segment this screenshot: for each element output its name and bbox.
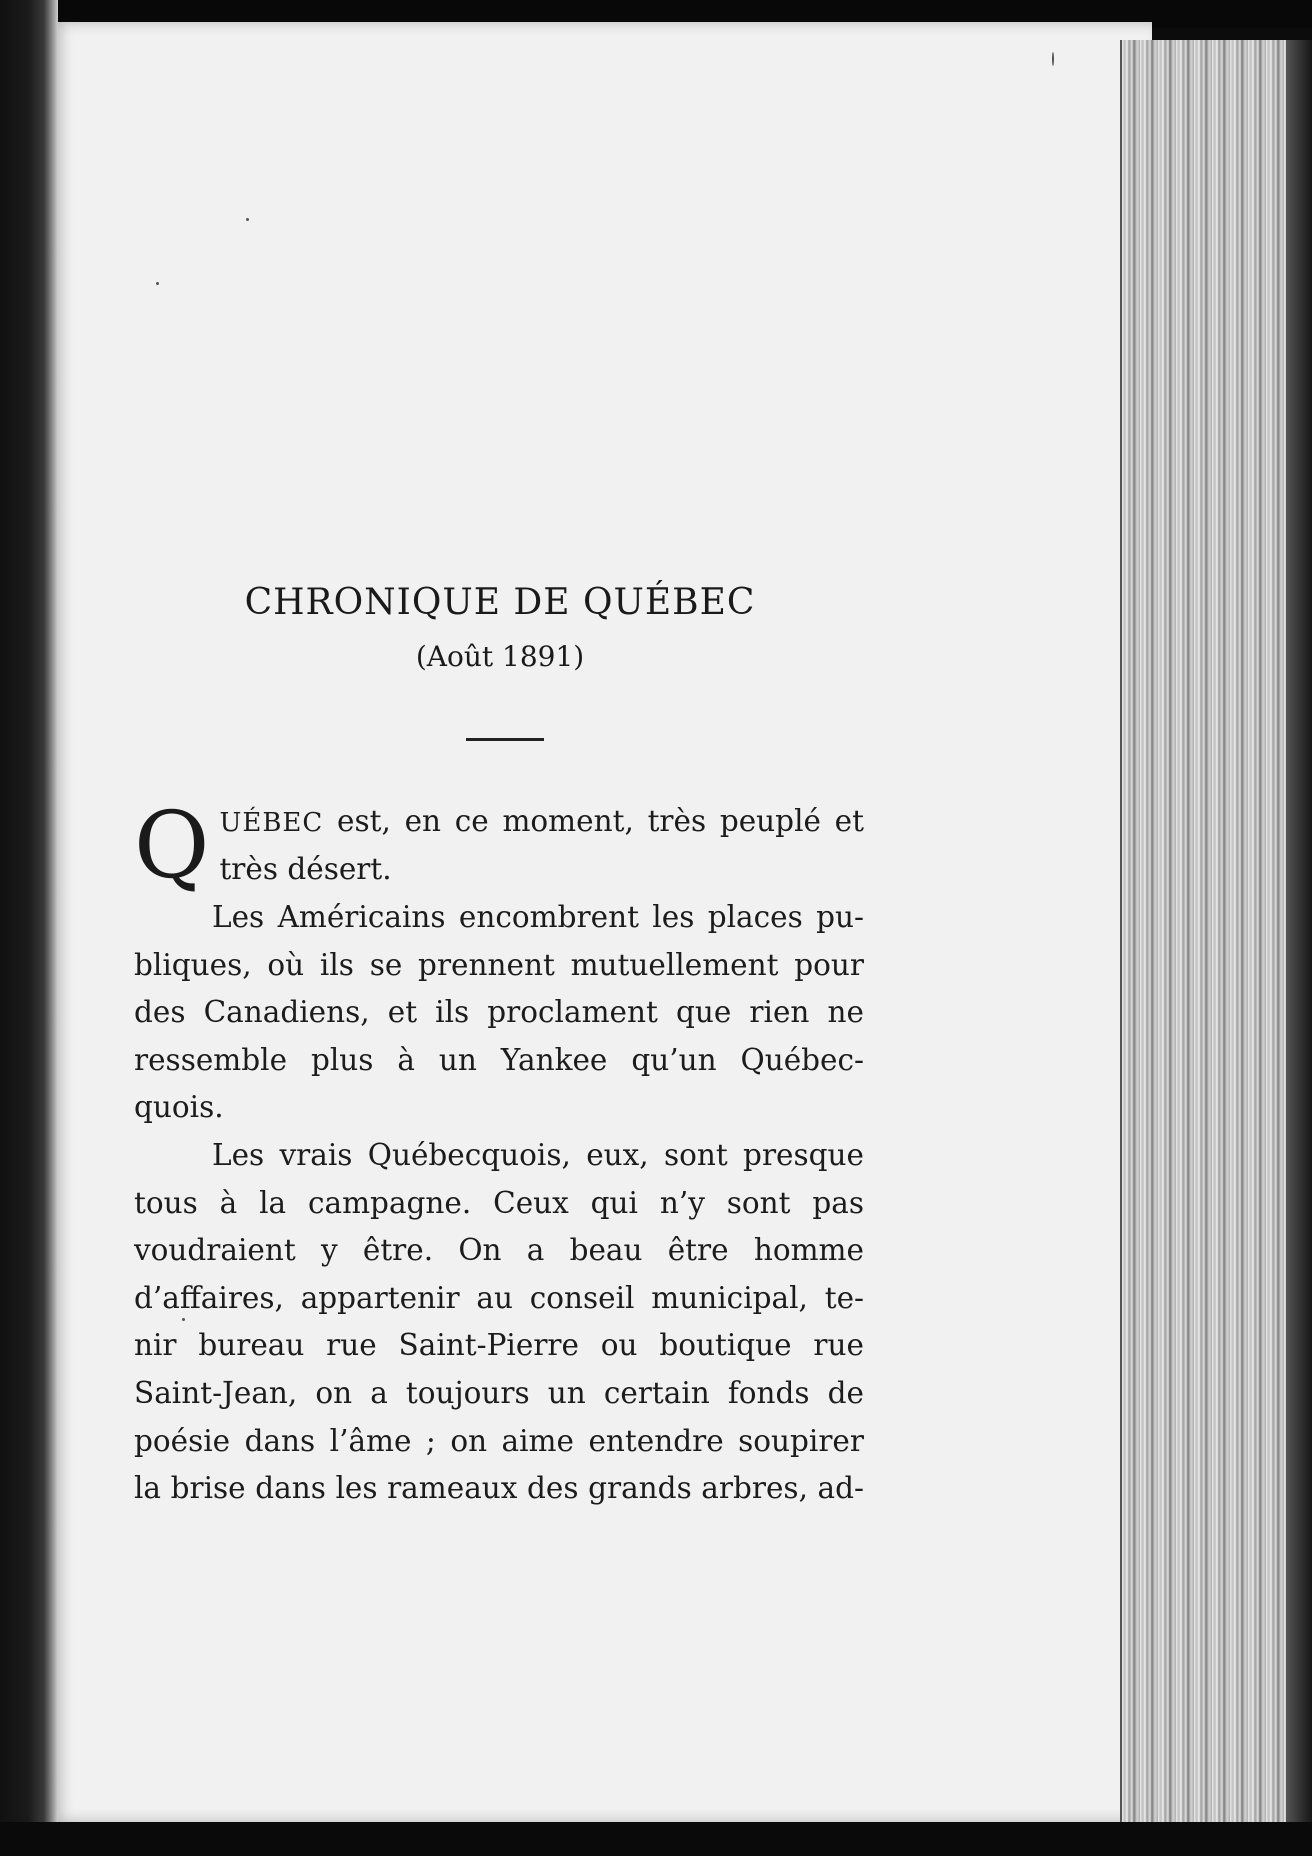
paragraph-1 [134, 798, 864, 894]
text-line: très désert. [219, 851, 392, 886]
text-line: ressemble plus à un Yankee qu’un Québec- [134, 1042, 864, 1077]
text-line: voudraient y être. On a beau être homme [134, 1233, 864, 1268]
paper-speck [1052, 52, 1054, 66]
drop-cap: Q [134, 798, 210, 894]
text-line: Les vrais Québecquois, eux, sont presque [212, 1137, 864, 1172]
text-line: bliques, où ils se prennent mutuellement pour [134, 947, 864, 982]
text-line: Saint-Jean, on a toujours un certain fonds de [134, 1375, 864, 1410]
page-block-edges [1120, 40, 1312, 1856]
text-line: d’affaires, appartenir au conseil municipal, te- [134, 1280, 864, 1315]
text-line: poésie dans l’âme ; on aime entendre soupirer [134, 1423, 864, 1458]
paper-speck [246, 218, 249, 221]
smallcaps-word: UÉBEC [219, 808, 324, 838]
text-line: nir bureau rue Saint-Pierre ou boutique rue [134, 1328, 864, 1363]
text-line: quois. [134, 1090, 224, 1125]
body-text [134, 798, 864, 1513]
binding-gutter [0, 0, 58, 1856]
paper-speck [156, 282, 159, 285]
text-line: des Canadiens, et ils proclament que rien ne [134, 995, 864, 1030]
text-line: Les Américains encombrent les places pu- [212, 900, 864, 934]
chapter-date: (Août 1891) [415, 640, 585, 673]
title-rule [466, 738, 544, 741]
text-line: tous à la campagne. Ceux qui n’y sont pas [134, 1185, 864, 1220]
text-line: la brise dans les rameaux des grands arbres, ad- [134, 1471, 864, 1506]
paragraph-2 [134, 894, 864, 1132]
scan-bottom-border [0, 1822, 1312, 1856]
text-line: UÉBEC est, en ce moment, très peuplé et [219, 804, 864, 838]
paragraph-3 [134, 1132, 864, 1513]
chapter-title: CHRONIQUE DE QUÉBEC [244, 582, 756, 623]
